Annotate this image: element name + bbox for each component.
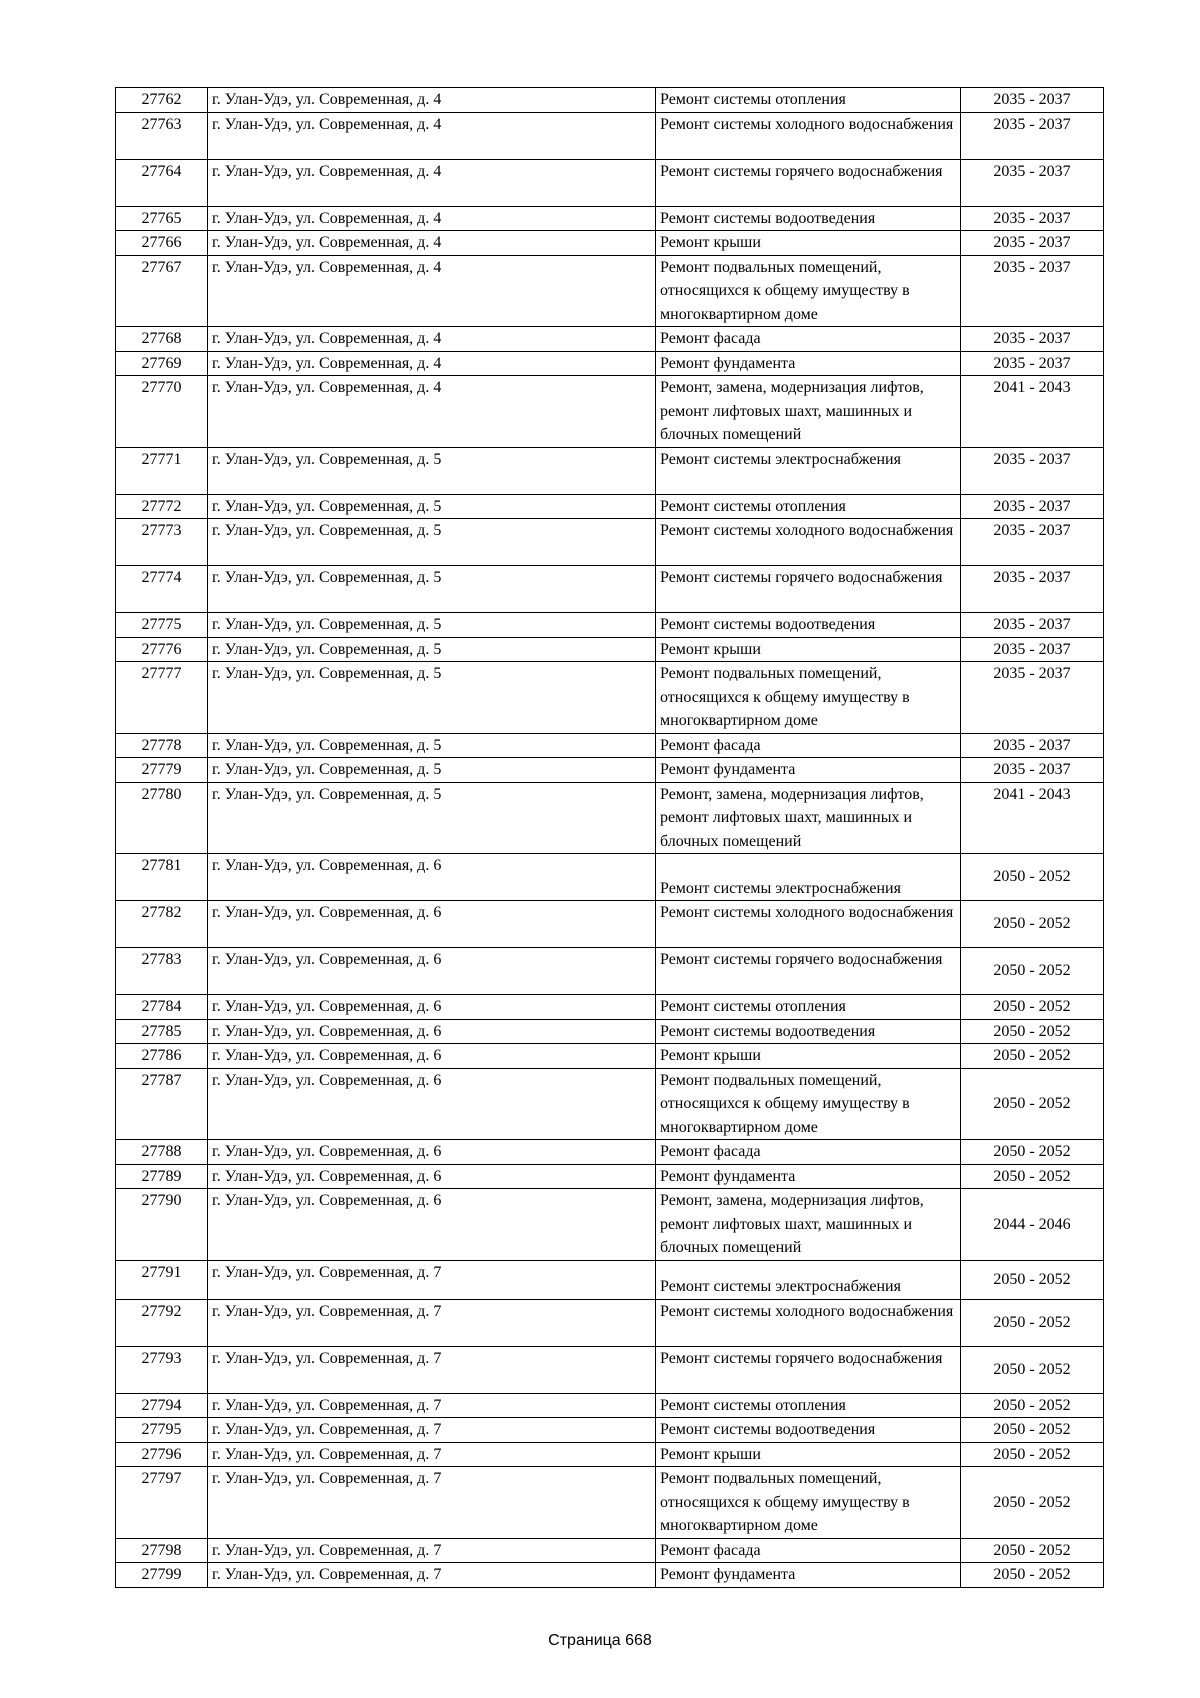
- repair-schedule-table: [115, 87, 1104, 1588]
- period-cell: 2035 - 2037: [961, 494, 1104, 519]
- period-cell: 2035 - 2037: [961, 758, 1104, 783]
- address-cell: г. Улан-Удэ, ул. Современная, д. 7: [208, 1299, 656, 1346]
- address-cell: г. Улан-Удэ, ул. Современная, д. 5: [208, 662, 656, 734]
- work-type-cell: Ремонт системы отопления: [656, 88, 961, 113]
- table-row: [116, 494, 1104, 519]
- period-cell: 2050 - 2052: [961, 1019, 1104, 1044]
- address-cell: г. Улан-Удэ, ул. Современная, д. 6: [208, 1164, 656, 1189]
- address-cell: г. Улан-Удэ, ул. Современная, д. 7: [208, 1538, 656, 1563]
- work-type-cell: Ремонт системы холодного водоснабжения: [656, 112, 961, 159]
- work-type-cell: Ремонт системы электроснабжения: [656, 447, 961, 494]
- period-cell: 2044 - 2046: [961, 1189, 1104, 1261]
- work-type-cell: Ремонт системы горячего водоснабжения: [656, 948, 961, 995]
- work-type-cell: Ремонт системы водоотведения: [656, 206, 961, 231]
- period-cell: 2035 - 2037: [961, 255, 1104, 327]
- period-cell: 2050 - 2052: [961, 901, 1104, 948]
- row-number-cell: 27769: [116, 351, 208, 376]
- period-cell: 2035 - 2037: [961, 351, 1104, 376]
- address-cell: г. Улан-Удэ, ул. Современная, д. 5: [208, 782, 656, 854]
- address-cell: г. Улан-Удэ, ул. Современная, д. 7: [208, 1442, 656, 1467]
- address-cell: г. Улан-Удэ, ул. Современная, д. 6: [208, 1140, 656, 1165]
- work-type-cell: Ремонт, замена, модернизация лифтов, ремонт лифтовых шахт, машинных и блочных помещений: [656, 376, 961, 448]
- table-row: [116, 758, 1104, 783]
- row-number-cell: 27799: [116, 1563, 208, 1588]
- row-number-cell: 27794: [116, 1393, 208, 1418]
- address-cell: г. Улан-Удэ, ул. Современная, д. 5: [208, 613, 656, 638]
- address-cell: г. Улан-Удэ, ул. Современная, д. 7: [208, 1563, 656, 1588]
- period-cell: 2035 - 2037: [961, 447, 1104, 494]
- work-type-cell: Ремонт системы холодного водоснабжения: [656, 901, 961, 948]
- work-type-cell: Ремонт фасада: [656, 1538, 961, 1563]
- table-row: [116, 1068, 1104, 1140]
- row-number-cell: 27782: [116, 901, 208, 948]
- period-cell: 2035 - 2037: [961, 733, 1104, 758]
- period-cell: 2050 - 2052: [961, 1260, 1104, 1299]
- table-body: [116, 88, 1104, 1588]
- table-row: [116, 255, 1104, 327]
- period-cell: 2035 - 2037: [961, 88, 1104, 113]
- row-number-cell: 27767: [116, 255, 208, 327]
- period-cell: 2035 - 2037: [961, 231, 1104, 256]
- row-number-cell: 27764: [116, 159, 208, 206]
- work-type-cell: Ремонт фасада: [656, 1140, 961, 1165]
- table-row: [116, 1563, 1104, 1588]
- work-type-cell: Ремонт системы холодного водоснабжения: [656, 519, 961, 566]
- table-row: [116, 88, 1104, 113]
- row-number-cell: 27793: [116, 1346, 208, 1393]
- row-number-cell: 27791: [116, 1260, 208, 1299]
- address-cell: г. Улан-Удэ, ул. Современная, д. 6: [208, 1044, 656, 1069]
- row-number-cell: 27766: [116, 231, 208, 256]
- period-cell: 2035 - 2037: [961, 662, 1104, 734]
- work-type-cell: Ремонт крыши: [656, 1442, 961, 1467]
- table-row: [116, 351, 1104, 376]
- address-cell: г. Улан-Удэ, ул. Современная, д. 5: [208, 758, 656, 783]
- row-number-cell: 27795: [116, 1418, 208, 1443]
- page-number: Страница 668: [548, 1632, 652, 1649]
- work-type-cell: Ремонт системы горячего водоснабжения: [656, 159, 961, 206]
- table-row: [116, 901, 1104, 948]
- row-number-cell: 27771: [116, 447, 208, 494]
- period-cell: 2050 - 2052: [961, 1538, 1104, 1563]
- row-number-cell: 27775: [116, 613, 208, 638]
- work-type-cell: Ремонт системы холодного водоснабжения: [656, 1299, 961, 1346]
- work-type-cell: Ремонт, замена, модернизация лифтов, ремонт лифтовых шахт, машинных и блочных помещений: [656, 782, 961, 854]
- table-row: [116, 327, 1104, 352]
- table-row: [116, 733, 1104, 758]
- address-cell: г. Улан-Удэ, ул. Современная, д. 6: [208, 995, 656, 1020]
- work-type-cell: Ремонт фундамента: [656, 351, 961, 376]
- address-cell: г. Улан-Удэ, ул. Современная, д. 4: [208, 159, 656, 206]
- period-cell: 2035 - 2037: [961, 159, 1104, 206]
- table-row: [116, 1019, 1104, 1044]
- address-cell: г. Улан-Удэ, ул. Современная, д. 7: [208, 1418, 656, 1443]
- row-number-cell: 27788: [116, 1140, 208, 1165]
- address-cell: г. Улан-Удэ, ул. Современная, д. 4: [208, 255, 656, 327]
- table-row: [116, 1299, 1104, 1346]
- table-row: [116, 159, 1104, 206]
- period-cell: 2041 - 2043: [961, 782, 1104, 854]
- work-type-cell: Ремонт подвальных помещений, относящихся к общему имуществу в многоквартирном доме: [656, 662, 961, 734]
- period-cell: 2050 - 2052: [961, 854, 1104, 901]
- table-row: [116, 1467, 1104, 1539]
- row-number-cell: 27798: [116, 1538, 208, 1563]
- row-number-cell: 27774: [116, 566, 208, 613]
- table-row: [116, 782, 1104, 854]
- work-type-cell: Ремонт подвальных помещений, относящихся к общему имуществу в многоквартирном доме: [656, 1467, 961, 1539]
- row-number-cell: 27762: [116, 88, 208, 113]
- table-row: [116, 112, 1104, 159]
- row-number-cell: 27770: [116, 376, 208, 448]
- work-type-cell: Ремонт системы водоотведения: [656, 1418, 961, 1443]
- work-type-cell: Ремонт системы горячего водоснабжения: [656, 566, 961, 613]
- row-number-cell: 27765: [116, 206, 208, 231]
- address-cell: г. Улан-Удэ, ул. Современная, д. 4: [208, 231, 656, 256]
- period-cell: 2050 - 2052: [961, 1442, 1104, 1467]
- period-cell: 2050 - 2052: [961, 1140, 1104, 1165]
- row-number-cell: 27772: [116, 494, 208, 519]
- table-row: [116, 995, 1104, 1020]
- address-cell: г. Улан-Удэ, ул. Современная, д. 5: [208, 447, 656, 494]
- row-number-cell: 27768: [116, 327, 208, 352]
- work-type-cell: Ремонт системы водоотведения: [656, 1019, 961, 1044]
- period-cell: 2035 - 2037: [961, 327, 1104, 352]
- table-row: [116, 1538, 1104, 1563]
- table-row: [116, 447, 1104, 494]
- table-row: [116, 1189, 1104, 1261]
- table-row: [116, 854, 1104, 901]
- address-cell: г. Улан-Удэ, ул. Современная, д. 4: [208, 327, 656, 352]
- address-cell: г. Улан-Удэ, ул. Современная, д. 7: [208, 1467, 656, 1539]
- table-row: [116, 662, 1104, 734]
- row-number-cell: 27777: [116, 662, 208, 734]
- address-cell: г. Улан-Удэ, ул. Современная, д. 6: [208, 854, 656, 901]
- work-type-cell: Ремонт фасада: [656, 733, 961, 758]
- period-cell: 2050 - 2052: [961, 1299, 1104, 1346]
- table-row: [116, 1418, 1104, 1443]
- period-cell: 2050 - 2052: [961, 1467, 1104, 1539]
- work-type-cell: Ремонт, замена, модернизация лифтов, ремонт лифтовых шахт, машинных и блочных помещений: [656, 1189, 961, 1261]
- row-number-cell: 27790: [116, 1189, 208, 1261]
- work-type-cell: Ремонт крыши: [656, 637, 961, 662]
- address-cell: г. Улан-Удэ, ул. Современная, д. 7: [208, 1393, 656, 1418]
- work-type-cell: Ремонт системы отопления: [656, 494, 961, 519]
- address-cell: г. Улан-Удэ, ул. Современная, д. 5: [208, 637, 656, 662]
- address-cell: г. Улан-Удэ, ул. Современная, д. 6: [208, 1068, 656, 1140]
- period-cell: 2035 - 2037: [961, 613, 1104, 638]
- work-type-cell: Ремонт системы отопления: [656, 995, 961, 1020]
- address-cell: г. Улан-Удэ, ул. Современная, д. 6: [208, 1019, 656, 1044]
- address-cell: г. Улан-Удэ, ул. Современная, д. 4: [208, 351, 656, 376]
- address-cell: г. Улан-Удэ, ул. Современная, д. 5: [208, 566, 656, 613]
- period-cell: 2050 - 2052: [961, 1068, 1104, 1140]
- table-row: [116, 1442, 1104, 1467]
- period-cell: 2050 - 2052: [961, 1393, 1104, 1418]
- table-row: [116, 206, 1104, 231]
- table-row: [116, 376, 1104, 448]
- work-type-cell: Ремонт системы отопления: [656, 1393, 961, 1418]
- work-type-cell: Ремонт системы электроснабжения: [656, 854, 961, 901]
- table-row: [116, 519, 1104, 566]
- table-row: [116, 1346, 1104, 1393]
- table-row: [116, 948, 1104, 995]
- period-cell: 2050 - 2052: [961, 995, 1104, 1020]
- table-row: [116, 1260, 1104, 1299]
- address-cell: г. Улан-Удэ, ул. Современная, д. 4: [208, 112, 656, 159]
- period-cell: 2050 - 2052: [961, 1044, 1104, 1069]
- address-cell: г. Улан-Удэ, ул. Современная, д. 5: [208, 494, 656, 519]
- address-cell: г. Улан-Удэ, ул. Современная, д. 7: [208, 1260, 656, 1299]
- row-number-cell: 27776: [116, 637, 208, 662]
- address-cell: г. Улан-Удэ, ул. Современная, д. 6: [208, 948, 656, 995]
- address-cell: г. Улан-Удэ, ул. Современная, д. 4: [208, 206, 656, 231]
- table-row: [116, 613, 1104, 638]
- address-cell: г. Улан-Удэ, ул. Современная, д. 6: [208, 901, 656, 948]
- work-type-cell: Ремонт системы горячего водоснабжения: [656, 1346, 961, 1393]
- address-cell: г. Улан-Удэ, ул. Современная, д. 5: [208, 733, 656, 758]
- row-number-cell: 27797: [116, 1467, 208, 1539]
- work-type-cell: Ремонт фундамента: [656, 1563, 961, 1588]
- period-cell: 2050 - 2052: [961, 1563, 1104, 1588]
- table-row: [116, 231, 1104, 256]
- address-cell: г. Улан-Удэ, ул. Современная, д. 4: [208, 376, 656, 448]
- row-number-cell: 27784: [116, 995, 208, 1020]
- row-number-cell: 27787: [116, 1068, 208, 1140]
- row-number-cell: 27789: [116, 1164, 208, 1189]
- row-number-cell: 27780: [116, 782, 208, 854]
- address-cell: г. Улан-Удэ, ул. Современная, д. 5: [208, 519, 656, 566]
- table-row: [116, 1044, 1104, 1069]
- period-cell: 2035 - 2037: [961, 112, 1104, 159]
- row-number-cell: 27785: [116, 1019, 208, 1044]
- address-cell: г. Улан-Удэ, ул. Современная, д. 4: [208, 88, 656, 113]
- work-type-cell: Ремонт фундамента: [656, 1164, 961, 1189]
- table-row: [116, 1164, 1104, 1189]
- period-cell: 2050 - 2052: [961, 1346, 1104, 1393]
- table-row: [116, 1393, 1104, 1418]
- row-number-cell: 27786: [116, 1044, 208, 1069]
- work-type-cell: Ремонт фундамента: [656, 758, 961, 783]
- address-cell: г. Улан-Удэ, ул. Современная, д. 6: [208, 1189, 656, 1261]
- table-row: [116, 637, 1104, 662]
- row-number-cell: 27778: [116, 733, 208, 758]
- row-number-cell: 27796: [116, 1442, 208, 1467]
- period-cell: 2035 - 2037: [961, 519, 1104, 566]
- work-type-cell: Ремонт подвальных помещений, относящихся к общему имуществу в многоквартирном доме: [656, 255, 961, 327]
- period-cell: 2050 - 2052: [961, 948, 1104, 995]
- row-number-cell: 27773: [116, 519, 208, 566]
- work-type-cell: Ремонт крыши: [656, 1044, 961, 1069]
- row-number-cell: 27781: [116, 854, 208, 901]
- row-number-cell: 27779: [116, 758, 208, 783]
- work-type-cell: Ремонт системы электроснабжения: [656, 1260, 961, 1299]
- period-cell: 2050 - 2052: [961, 1418, 1104, 1443]
- row-number-cell: 27792: [116, 1299, 208, 1346]
- table-row: [116, 566, 1104, 613]
- period-cell: 2035 - 2037: [961, 637, 1104, 662]
- period-cell: 2041 - 2043: [961, 376, 1104, 448]
- row-number-cell: 27783: [116, 948, 208, 995]
- address-cell: г. Улан-Удэ, ул. Современная, д. 7: [208, 1346, 656, 1393]
- work-type-cell: Ремонт крыши: [656, 231, 961, 256]
- row-number-cell: 27763: [116, 112, 208, 159]
- period-cell: 2050 - 2052: [961, 1164, 1104, 1189]
- period-cell: 2035 - 2037: [961, 206, 1104, 231]
- work-type-cell: Ремонт подвальных помещений, относящихся к общему имуществу в многоквартирном доме: [656, 1068, 961, 1140]
- period-cell: 2035 - 2037: [961, 566, 1104, 613]
- work-type-cell: Ремонт системы водоотведения: [656, 613, 961, 638]
- work-type-cell: Ремонт фасада: [656, 327, 961, 352]
- table-row: [116, 1140, 1104, 1165]
